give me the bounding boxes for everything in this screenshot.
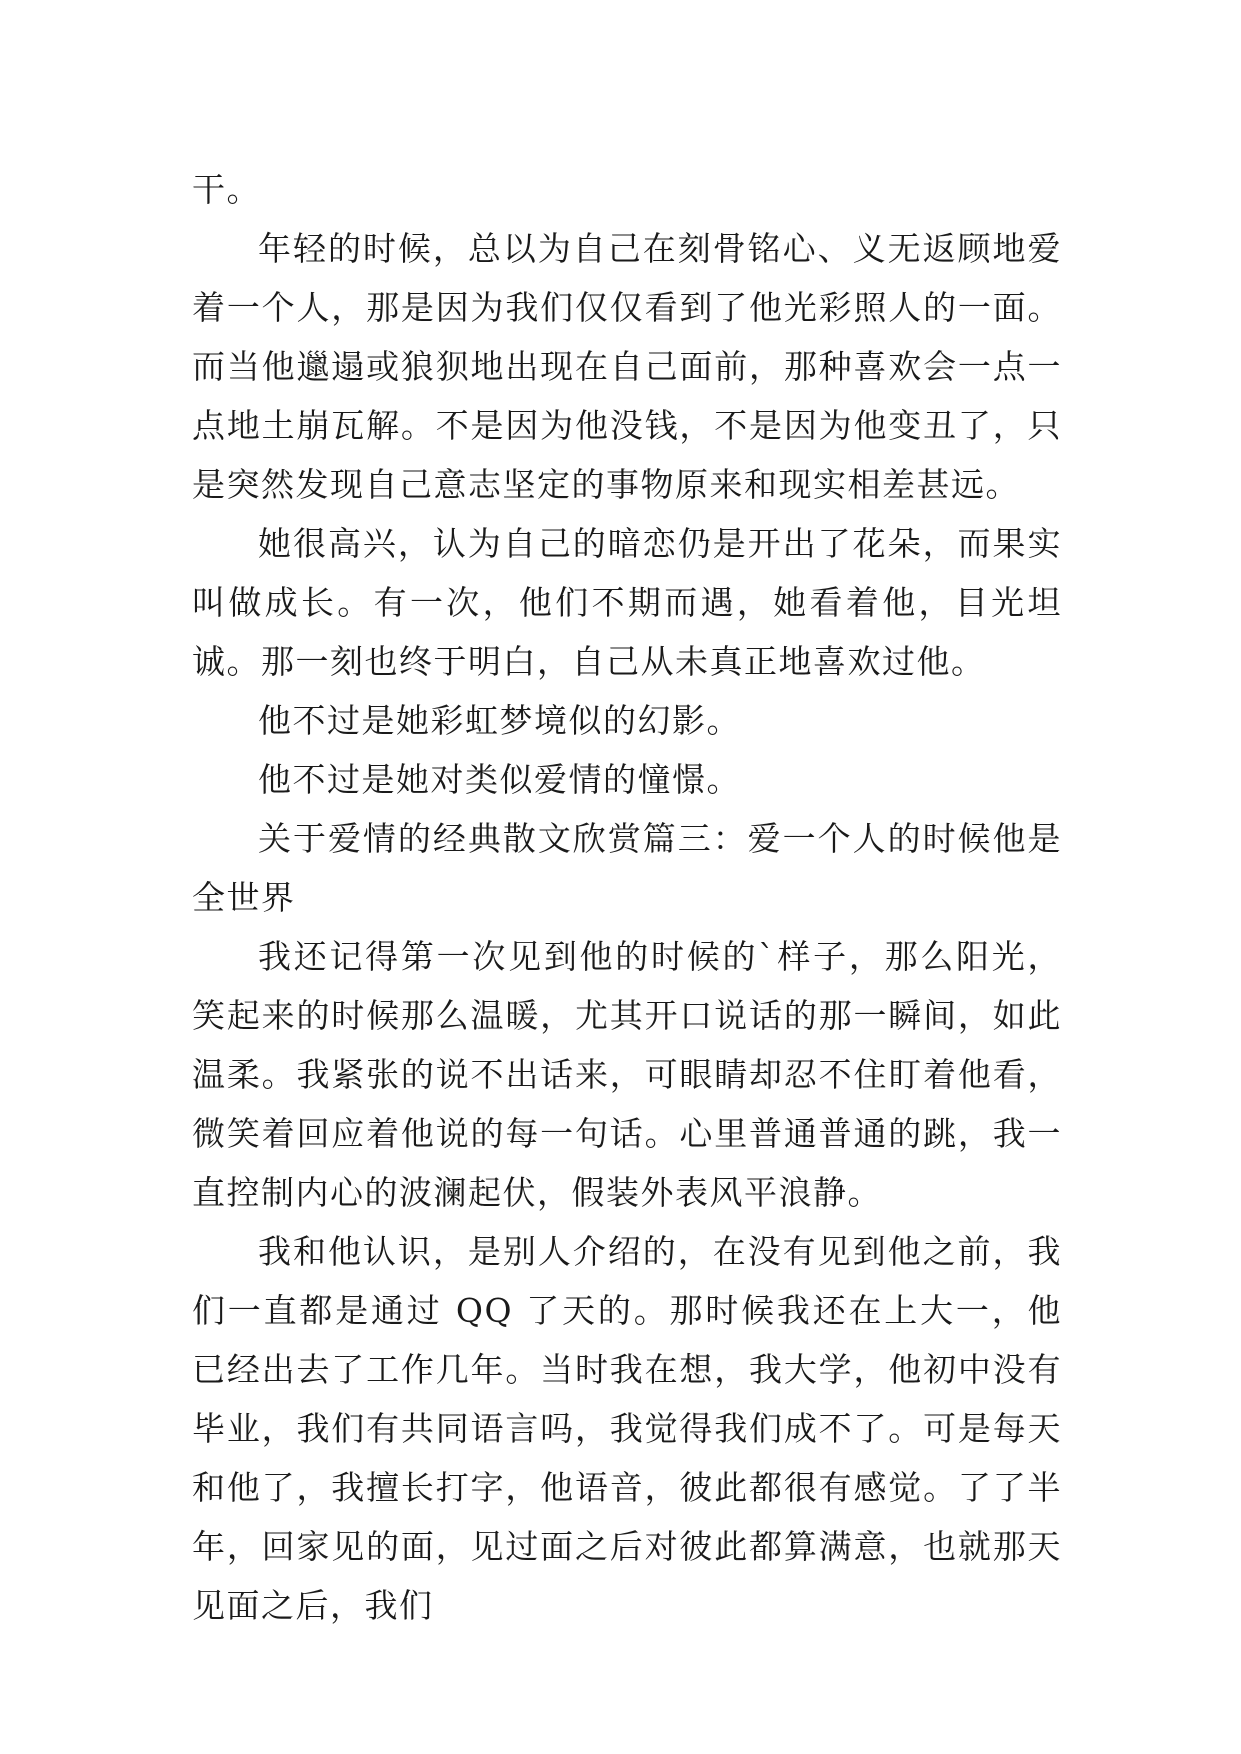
paragraph-5: 他不过是她对类似爱情的憧憬。 — [258, 760, 741, 799]
paragraph-8: 我和他认识，是别人介绍的，在没有见到他之前，我们一直都是通过 QQ 了天的。那时候我还在上大一，他已经出去了工作几年。当时我在想，我大学，他初中没有毕业，我们有共同语言吗，我觉得我们成不了。可是每天和他了，我擅长打字，他语音，彼此都很有感觉。了了半年，回家见的面，见过面之后对彼此都算满意，也就那天见面之后，我们 — [192, 1232, 1062, 1625]
paragraph-2: 年轻的时候，总以为自己在刻骨铭心、义无返顾地爱着一个人，那是因为我们仅仅看到了他光彩照人的一面。而当他邋遢或狼狈地出现在自己面前，那种喜欢会一点一点地土崩瓦解。不是因为他没钱，不是因为他变丑了，只是突然发现自己意志坚定的事物原来和现实相差甚远。 — [192, 229, 1062, 504]
paragraph-4: 他不过是她彩虹梦境似的幻影。 — [258, 701, 741, 740]
section-heading: 关于爱情的经典散文欣赏篇三：爱一个人的时候他是全世界 — [192, 819, 1062, 917]
paragraph-1: 干。 — [192, 170, 261, 209]
document-body — [192, 160, 1062, 1635]
paragraph-7: 我还记得第一次见到他的时候的`样子，那么阳光，笑起来的时候那么温暖，尤其开口说话的那一瞬间，如此温柔。我紧张的说不出话来，可眼睛却忍不住盯着他看，微笑着回应着他说的每一句话。心里普通普通的跳，我一直控制内心的波澜起伏，假装外表风平浪静。 — [192, 937, 1062, 1212]
paragraph-3: 她很高兴，认为自己的暗恋仍是开出了花朵，而果实叫做成长。有一次，他们不期而遇，她看着他，目光坦诚。那一刻也终于明白，自己从未真正地喜欢过他。 — [192, 524, 1062, 681]
